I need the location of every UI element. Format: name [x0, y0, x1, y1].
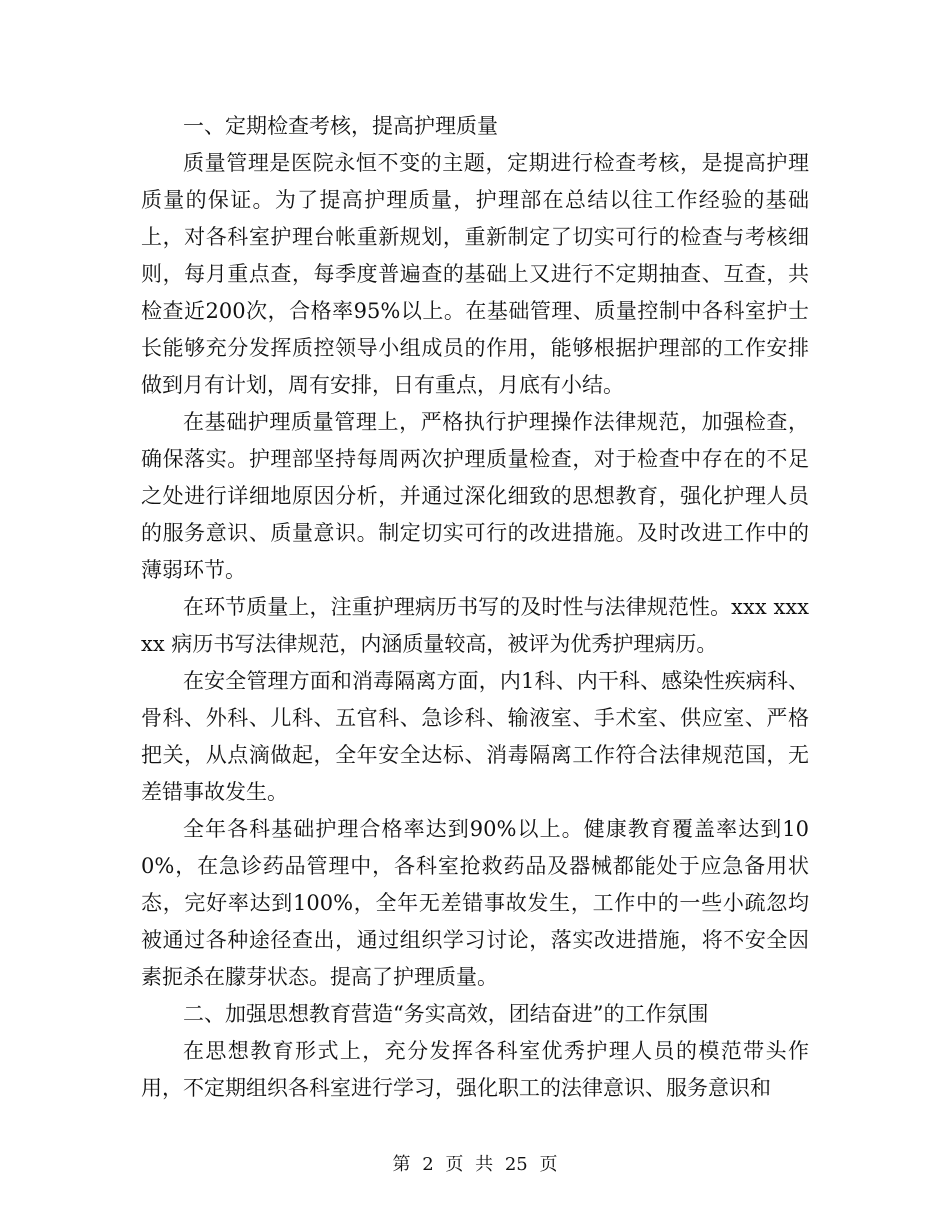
paragraph: 在基础护理质量管理上，严格执行护理操作法律规范，加强检查，确保落实。护理部坚持每周两次护理质量检查，对于检查中存在的不足之处进行详细地原因分析，并通过深化细致的思想教育，强化护理人员的服务意识、质量意识。制定切实可行的改进措施。及时改进工作中的薄弱环节。 [141, 410, 809, 582]
paragraph: 在环节质量上，注重护理病历书写的及时性与法律规范性。xxx xxx xx 病历书写法律规范，内涵质量较高，被评为优秀护理病历。 [141, 595, 809, 656]
page-footer: 第 2 页 共 25 页 [392, 1154, 558, 1175]
paragraph: 质量管理是医院永恒不变的主题，定期进行检查考核，是提高护理质量的保证。为了提高护理质量，护理部在总结以往工作经验的基础上，对各科室护理台帐重新规划，重新制定了切实可行的检查与考核细则，每月重点查，每季度普遍查的基础上又进行不定期抽查、互查，共检查近200次，合格率95%以上。在基础管理、质量控制中各科室护士长能够充分发挥质控领导小组成员的作用，能够根据护理部的工作安排做到月有计划，周有安排，日有重点，月底有小结。 [141, 151, 809, 397]
document-body [141, 108, 809, 1107]
section-heading: 二、加强思想教育营造“务实高效，团结奋进”的工作氛围 [183, 1002, 709, 1026]
paragraph: 在思想教育形式上，充分发挥各科室优秀护理人员的模范带头作用，不定期组织各科室进行学习，强化职工的法律意识、服务意识和 [141, 1039, 809, 1100]
section-heading: 一、定期检查考核，提高护理质量 [183, 114, 498, 138]
paragraph: 在安全管理方面和消毒隔离方面，内1科、内干科、感染性疾病科、骨科、外科、儿科、五官科、急诊科、输液室、手术室、供应室、严格把关，从点滴做起，全年安全达标、消毒隔离工作符合法律规范国，无差错事故发生。 [141, 669, 809, 804]
paragraph: 全年各科基础护理合格率达到90%以上。健康教育覆盖率达到100%，在急诊药品管理中，各科室抢救药品及器械都能处于应急备用状态，完好率达到100%，全年无差错事故发生，工作中的一些小疏忽均被通过各种途径查出，通过组织学习讨论，落实改进措施，将不安全因素扼杀在朦芽状态。提高了护理质量。 [141, 817, 809, 989]
